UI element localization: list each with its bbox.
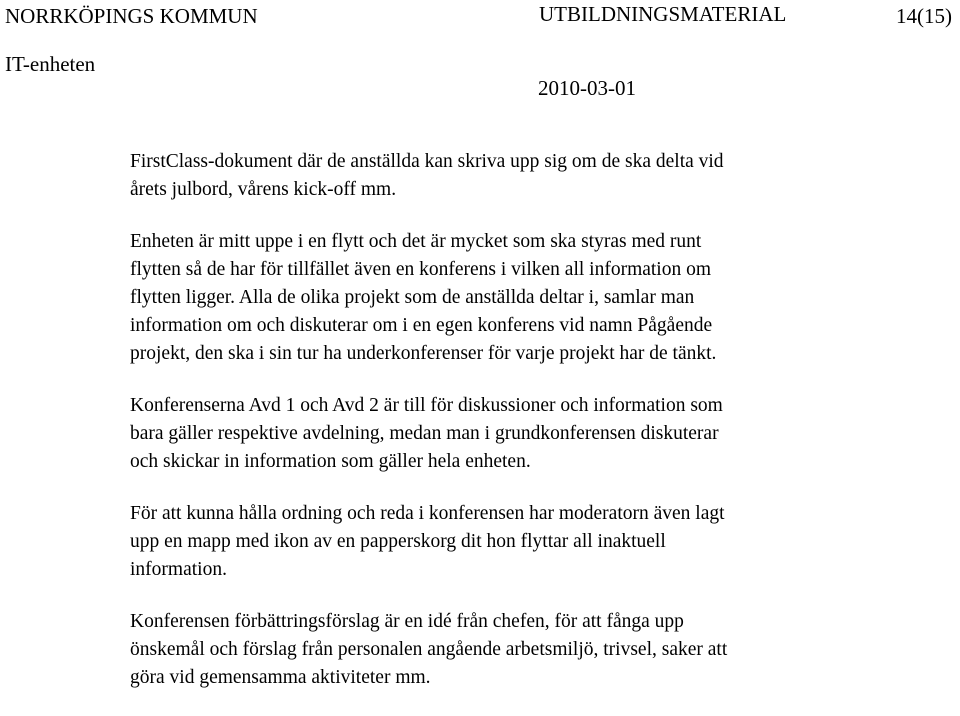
text-line: FirstClass-dokument där de anställda kan skriva upp sig om de ska delta vid [130, 151, 724, 172]
paragraph [130, 392, 870, 476]
paragraph [130, 228, 870, 368]
document-body [130, 148, 870, 716]
paragraph [130, 148, 870, 204]
text-line: önskemål och förslag från personalen angående arbetsmiljö, trivsel, saker att [130, 639, 728, 660]
text-line: projekt, den ska i sin tur ha underkonferenser för varje projekt har de tänkt. [130, 343, 717, 364]
text-line: Enheten är mitt uppe i en flytt och det är mycket som ska styras med runt [130, 231, 702, 252]
text-line: Konferensen förbättringsförslag är en idé från chefen, för att fånga upp [130, 611, 684, 632]
text-line: information om och diskuterar om i en egen konferens vid namn Pågående [130, 315, 713, 336]
text-line: flytten ligger. Alla de olika projekt som de anställda deltar i, samlar man [130, 287, 695, 308]
unit-name: IT-enheten [5, 52, 96, 76]
text-line: För att kunna hålla ordning och reda i konferensen har moderatorn även lagt [130, 503, 725, 524]
text-line: bara gäller respektive avdelning, medan man i grundkonferensen diskuterar [130, 423, 719, 444]
document-date: 2010-03-01 [538, 76, 636, 100]
text-line: information. [130, 559, 227, 580]
page-number: 14(15) [896, 4, 952, 28]
document-type: UTBILDNINGSMATERIAL [539, 2, 787, 26]
organization-name: NORRKÖPINGS KOMMUN [5, 4, 258, 28]
paragraph [130, 608, 870, 692]
text-line: och skickar in information som gäller hela enheten. [130, 451, 531, 472]
paragraph [130, 500, 870, 584]
text-line: årets julbord, vårens kick-off mm. [130, 179, 397, 200]
text-line: göra vid gemensamma aktiviteter mm. [130, 667, 431, 688]
text-line: upp en mapp med ikon av en papperskorg dit hon flyttar all inaktuell [130, 531, 666, 552]
text-line: flytten så de har för tillfället även en konferens i vilken all information om [130, 259, 712, 280]
text-line: Konferenserna Avd 1 och Avd 2 är till för diskussioner och information som [130, 395, 723, 416]
